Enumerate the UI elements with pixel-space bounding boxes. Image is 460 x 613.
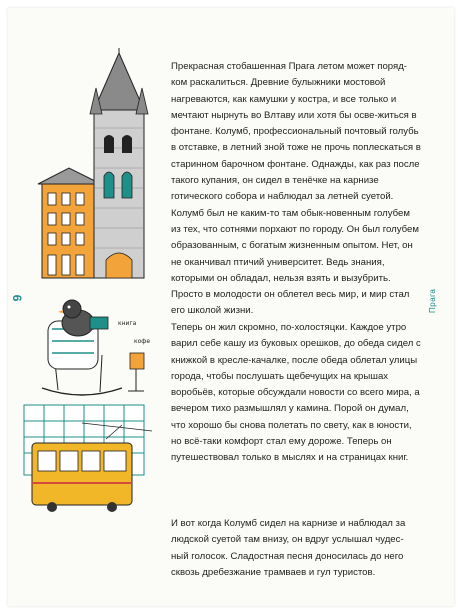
paragraph-1: Прекрасная стобашенная Прага летом может поряд-ком раскалиться. Древние булыжники мостовой нагреваются, как камушки у костра, и все только и мечтают нырнуть во Влтаву или хотя бы осве-житься в фонтане. Колумб, профессиональный почтовый голубь в отставке, в летний зной тоже не прочь поплескаться в старинном барочном фонтане. Однажды, как раз после такого купания, он сидел в тенёчке на карнизе готического собора и наблюдал за летней суетой. Колумб был не каким-то там обык-новенным голубем из тех, что сотнями порхают по городу. Он был голубем образованным, с богатым жизненным опытом. Нет, он не оканчивал птичий университет. Ведь знания, которыми он обладал, нельзя взять и вызубрить. Просто в молодости он облетел весь мир, и мир стал его школой жизни.: [171, 61, 421, 317]
illustration-gothic-tower: [34, 48, 154, 283]
illustration-tram: [22, 403, 162, 518]
paragraph-3: И вот когда Колумб сидел на карнизе и наблюдал за людской суетой там внизу, он вдруг услышал чудес-ный голосок. Сладостная песня доносилась до него сквозь дребезжание трамваев и гул туристов.: [171, 518, 406, 578]
page-number: 9: [10, 294, 25, 302]
book-page: [8, 8, 454, 606]
label-coffee: кофе: [134, 338, 151, 345]
label-book: книга: [118, 320, 137, 327]
paragraph-2: Теперь он жил скромно, по-холостяцки. Каждое утро варил себе кашу из буковых орешков, до обеда сидел с книжкой в кресле-качалке, после обеда облетал улицы города, чтобы послушать щебечущих на крышах воробьёв, которые обсуждали новости со всего мира, а вечером тихо размышлял у камина. Порой он думал, что хорошо бы снова полетать по свету, как в юности, но всё-таки комфорт стал ему дороже. Теперь он путешествовал только в мыслях и на страницах книг.: [171, 322, 421, 464]
running-head: Прага: [428, 288, 437, 313]
illustration-pigeon-rocking-chair: [32, 293, 162, 403]
